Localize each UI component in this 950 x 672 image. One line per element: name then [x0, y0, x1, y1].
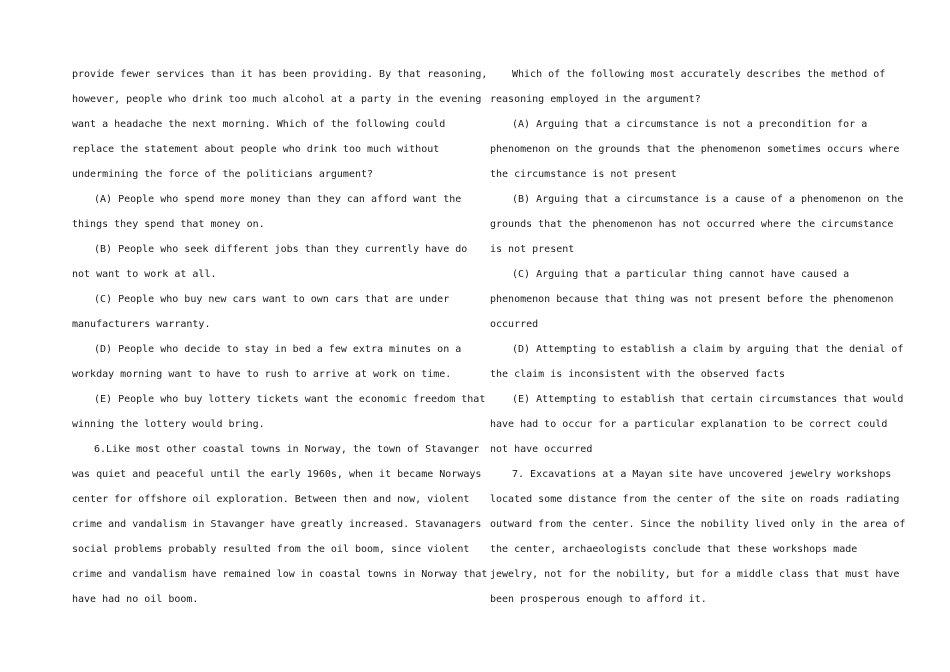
- text-line: located some distance from the center of the site on roads radiating: [490, 494, 900, 505]
- text-line: the claim is inconsistent with the observed facts: [490, 369, 786, 380]
- text-line: have had no oil boom.: [72, 594, 199, 605]
- text-line: not want to work at all.: [72, 269, 217, 280]
- text-line: social problems probably resulted from the oil boom, since violent: [72, 544, 470, 555]
- text-line: the center, archaeologists conclude that these workshops made: [490, 544, 858, 555]
- text-line: (A) Arguing that a circumstance is not a precondition for a: [512, 119, 868, 130]
- text-line: the circumstance is not present: [490, 169, 677, 180]
- text-line: (B) People who seek different jobs than they currently have do: [94, 244, 468, 255]
- text-line: (B) Arguing that a circumstance is a cause of a phenomenon on the: [512, 194, 904, 205]
- text-line: (D) People who decide to stay in bed a few extra minutes on a: [94, 344, 462, 355]
- text-line: have had to occur for a particular explanation to be correct could: [490, 419, 888, 430]
- text-line: want a headache the next morning. Which of the following could: [72, 119, 446, 130]
- text-line: phenomenon because that thing was not present before the phenomenon: [490, 294, 894, 305]
- text-line: phenomenon on the grounds that the phenomenon sometimes occurs where: [490, 144, 900, 155]
- text-line: jewelry, not for the nobility, but for a middle class that must have: [490, 569, 900, 580]
- text-line: replace the statement about people who drink too much without: [72, 144, 440, 155]
- left-column: [72, 62, 488, 612]
- text-line: (A) People who spend more money than they can afford want the: [94, 194, 462, 205]
- text-line: winning the lottery would bring.: [72, 419, 265, 430]
- text-line: (C) People who buy new cars want to own cars that are under: [94, 294, 450, 305]
- text-line: occurred: [490, 319, 539, 330]
- text-line: (E) Attempting to establish that certain circumstances that would: [512, 394, 904, 405]
- text-line: provide fewer services than it has been providing. By that reasoning,: [72, 69, 488, 80]
- text-line: however, people who drink too much alcohol at a party in the evening: [72, 94, 482, 105]
- text-line: was quiet and peaceful until the early 1960s, when it became Norways: [72, 469, 482, 480]
- text-line: reasoning employed in the argument?: [490, 94, 701, 105]
- text-line: things they spend that money on.: [72, 219, 265, 230]
- text-line: 6.Like most other coastal towns in Norway, the town of Stavanger: [94, 444, 480, 455]
- text-line: not have occurred: [490, 444, 593, 455]
- text-line: outward from the center. Since the nobility lived only in the area of: [490, 519, 906, 530]
- text-line: undermining the force of the politicians argument?: [72, 169, 374, 180]
- text-line: center for offshore oil exploration. Between then and now, violent: [72, 494, 470, 505]
- text-line: (E) People who buy lottery tickets want the economic freedom that: [94, 394, 486, 405]
- text-line: (D) Attempting to establish a claim by arguing that the denial of: [512, 344, 904, 355]
- right-column: [490, 62, 906, 612]
- text-line: crime and vandalism have remained low in coastal towns in Norway that: [72, 569, 488, 580]
- text-line: manufacturers warranty.: [72, 319, 211, 330]
- text-line: crime and vandalism in Stavanger have greatly increased. Stavanagers: [72, 519, 482, 530]
- text-line: 7. Excavations at a Mayan site have uncovered jewelry workshops: [512, 469, 892, 480]
- text-line: (C) Arguing that a particular thing cannot have caused a: [512, 269, 850, 280]
- text-line: grounds that the phenomenon has not occurred where the circumstance: [490, 219, 894, 230]
- text-line: been prosperous enough to afford it.: [490, 594, 707, 605]
- text-line: workday morning want to have to rush to arrive at work on time.: [72, 369, 452, 380]
- text-line: is not present: [490, 244, 575, 255]
- text-line: Which of the following most accurately describes the method of: [512, 69, 886, 80]
